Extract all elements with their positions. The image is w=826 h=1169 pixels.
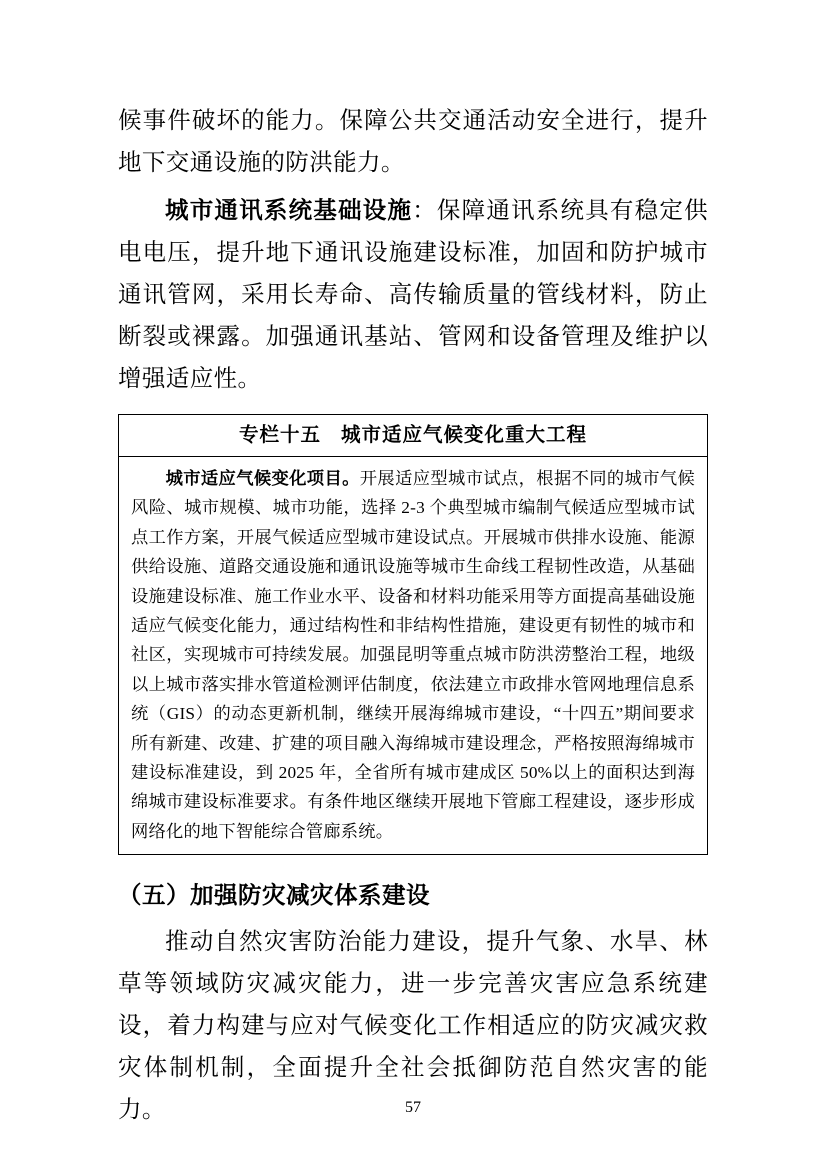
special-column-label: 专栏十五 — [238, 425, 321, 446]
page-number: 57 — [405, 1099, 421, 1116]
section-paragraph: 推动自然灾害防治能力建设，提升气象、水旱、林草等领域防灾减灾能力，进一步完善灾害应急系统建设，着力构建与应对气候变化工作相适应的防灾减灾救灾体制机制，全面提升全社会抵御防范自然灾害的能力。 — [118, 929, 708, 1124]
special-column-title — [119, 415, 707, 457]
special-column-name: 城市适应气候变化重大工程 — [341, 425, 588, 446]
special-column-body — [119, 457, 707, 854]
special-column-text: 开展适应型城市试点，根据不同的城市气候风险、城市规模、城市功能，选择 2-3 个典型城市编制气候适应型城市试点工作方案，开展气候适应型城市建设试点。开展城市供排水设施、能源供给设施、道路交通设施和通讯设施等城市生命线工程韧性改造，从基础设施建设标准、施工作业水平、设备和材料功能采用等方面提高基础设施适应气候变化能力，通过结构性和非结构性措施，建设更有韧性的城市和社区，实现城市可持续发展。加强昆明等重点城市防洪涝整治工程，地级以上城市落实排水管道检测评估制度，依法建立市政排水管网地理信息系统（GIS）的动态更新机制，继续开展海绵城市建设，“十四五”期间要求所有新建、改建、扩建的项目融入海绵城市建设理念，严格按照海绵城市建设标准建设，到 2025 年，全省所有城市建成区 50%以上的面积达到海绵城市建设标准要求。有条件地区继续开展地下管廊工程建设，逐步形成网络化的地下智能综合管廊系统。 — [131, 469, 696, 841]
paragraph-continuation: 候事件破坏的能力。保障公共交通活动安全进行，提升地下交通设施的防洪能力。 — [118, 108, 708, 176]
paragraph-body-text: ：保障通讯系统具有稳定供电电压，提升地下通讯设施建设标准，加固和防护城市通讯管网，采用长寿命、高传输质量的管线材料，防止断裂或裸露。加强通讯基站、管网和设备管理及维护以增强适应性。 — [118, 198, 708, 392]
paragraph-comm-infrastructure — [118, 190, 708, 400]
special-column-lead: 城市适应气候变化项目。 — [165, 469, 360, 488]
special-column-box — [118, 414, 708, 855]
section-heading: （五）加强防灾减灾体系建设 — [118, 883, 430, 910]
paragraph-lead-term: 城市通讯系统基础设施 — [165, 198, 413, 224]
